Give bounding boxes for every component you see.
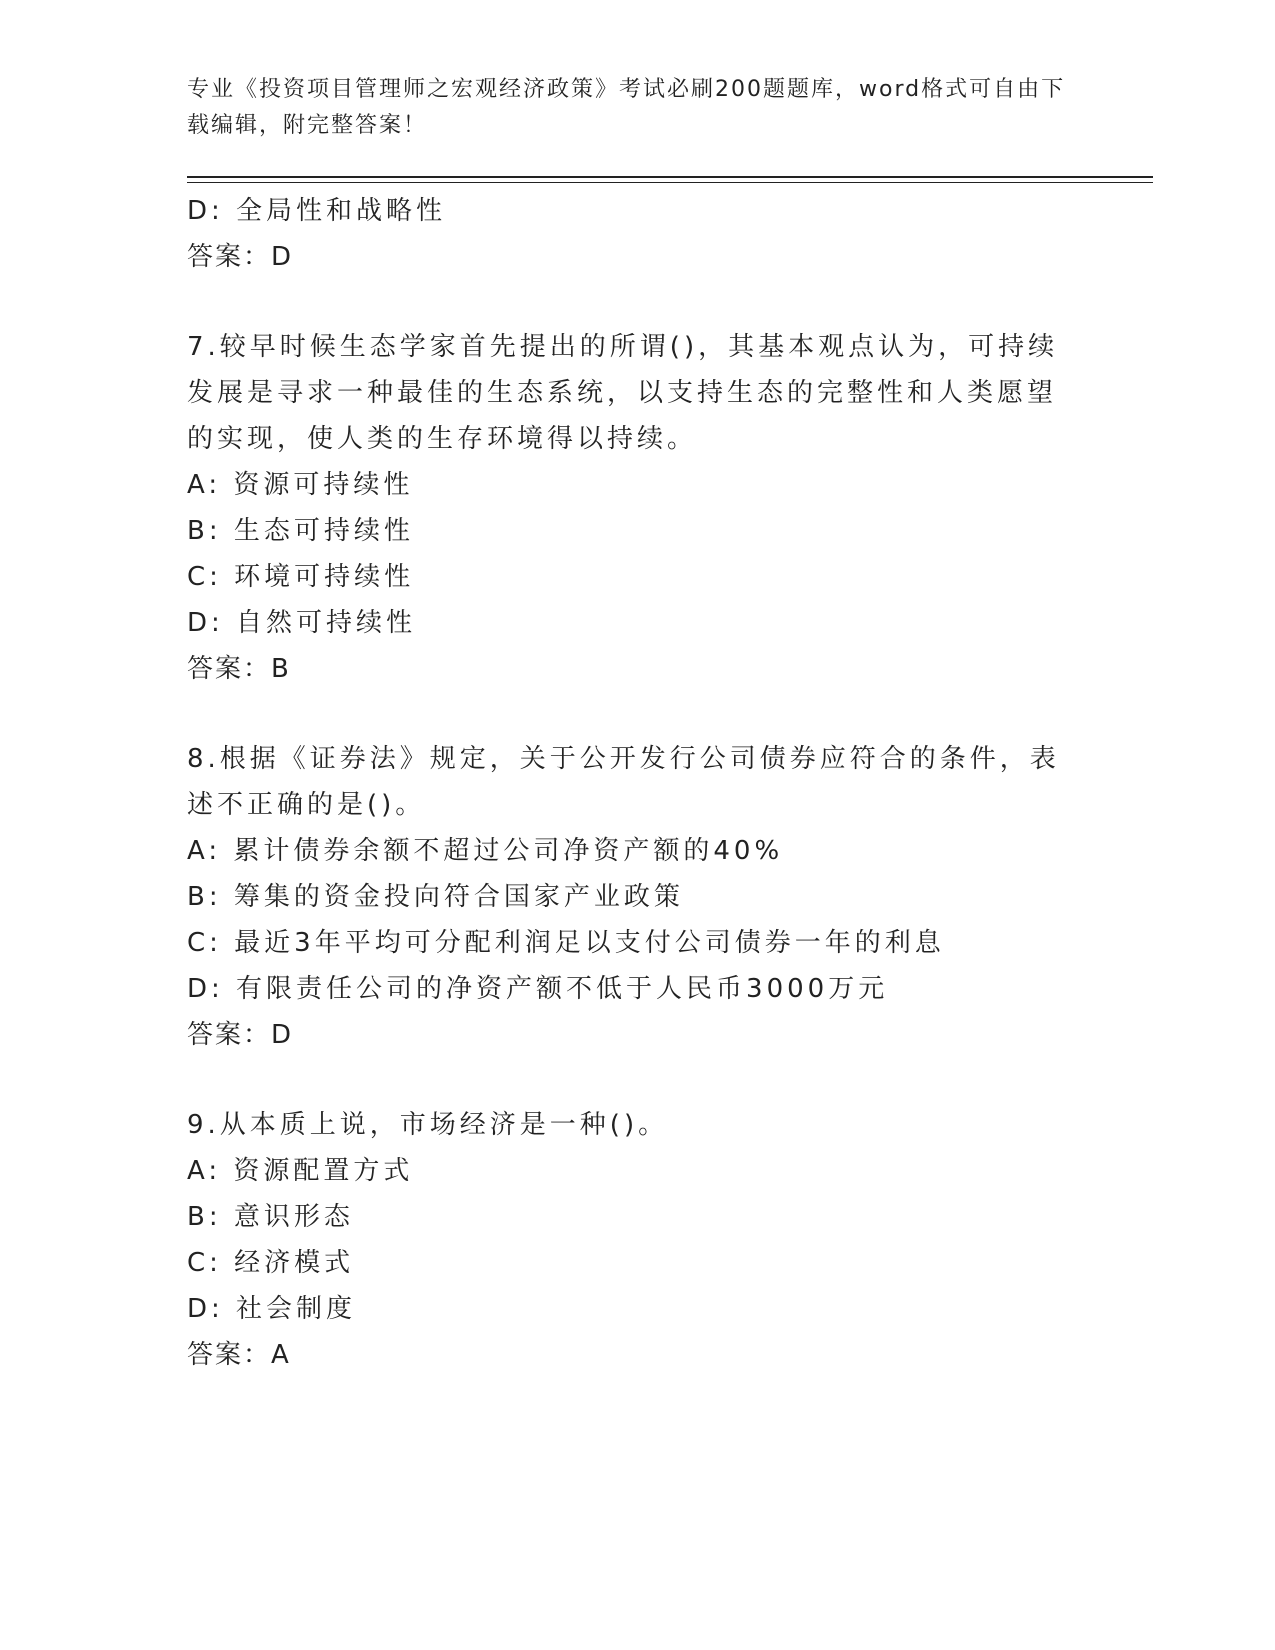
answer: 答案：A: [187, 1340, 291, 1370]
option-a: A: 累计债券余额不超过公司净资产额的40%: [187, 836, 784, 866]
document-header: 专业《投资项目管理师之宏观经济政策》考试必刷200题题库，word格式可自由下载编辑，附完整答案！: [187, 77, 1066, 138]
option-d: D: 社会制度: [187, 1294, 357, 1324]
header-rule-bottom: [187, 182, 1153, 183]
answer: 答案：D: [187, 1020, 294, 1050]
question-9: [187, 1102, 1067, 1378]
answer: 答案：B: [187, 654, 291, 684]
option-d: D: 有限责任公司的净资产额不低于人民币3000万元: [187, 974, 889, 1004]
question-7: [187, 324, 1067, 692]
option-d: D: 自然可持续性: [187, 608, 417, 638]
option-c: C: 最近3年平均可分配利润足以支付公司债券一年的利息: [187, 928, 945, 958]
option-c: C: 经济模式: [187, 1248, 355, 1278]
option-b: B: 筹集的资金投向符合国家产业政策: [187, 882, 684, 912]
question-stem: 7.较早时候生态学家首先提出的所谓()，其基本观点认为，可持续发展是寻求一种最佳的生态系统，以支持生态的完整性和人类愿望的实现，使人类的生存环境得以持续。: [187, 332, 1059, 454]
option-a: A: 资源可持续性: [187, 470, 414, 500]
header-rule-top: [187, 176, 1153, 178]
question-content: [187, 188, 1067, 1378]
prev-option-d: D: 全局性和战略性: [187, 196, 447, 226]
prev-answer: 答案：D: [187, 242, 294, 272]
question-stem: 8.根据《证券法》规定，关于公开发行公司债券应符合的条件，表述不正确的是()。: [187, 744, 1060, 820]
option-a: A: 资源配置方式: [187, 1156, 414, 1186]
question-stem: 9.从本质上说，市场经济是一种()。: [187, 1110, 669, 1140]
question-8: [187, 736, 1067, 1058]
option-b: B: 意识形态: [187, 1202, 354, 1232]
option-c: C: 环境可持续性: [187, 562, 415, 592]
option-b: B: 生态可持续性: [187, 516, 414, 546]
